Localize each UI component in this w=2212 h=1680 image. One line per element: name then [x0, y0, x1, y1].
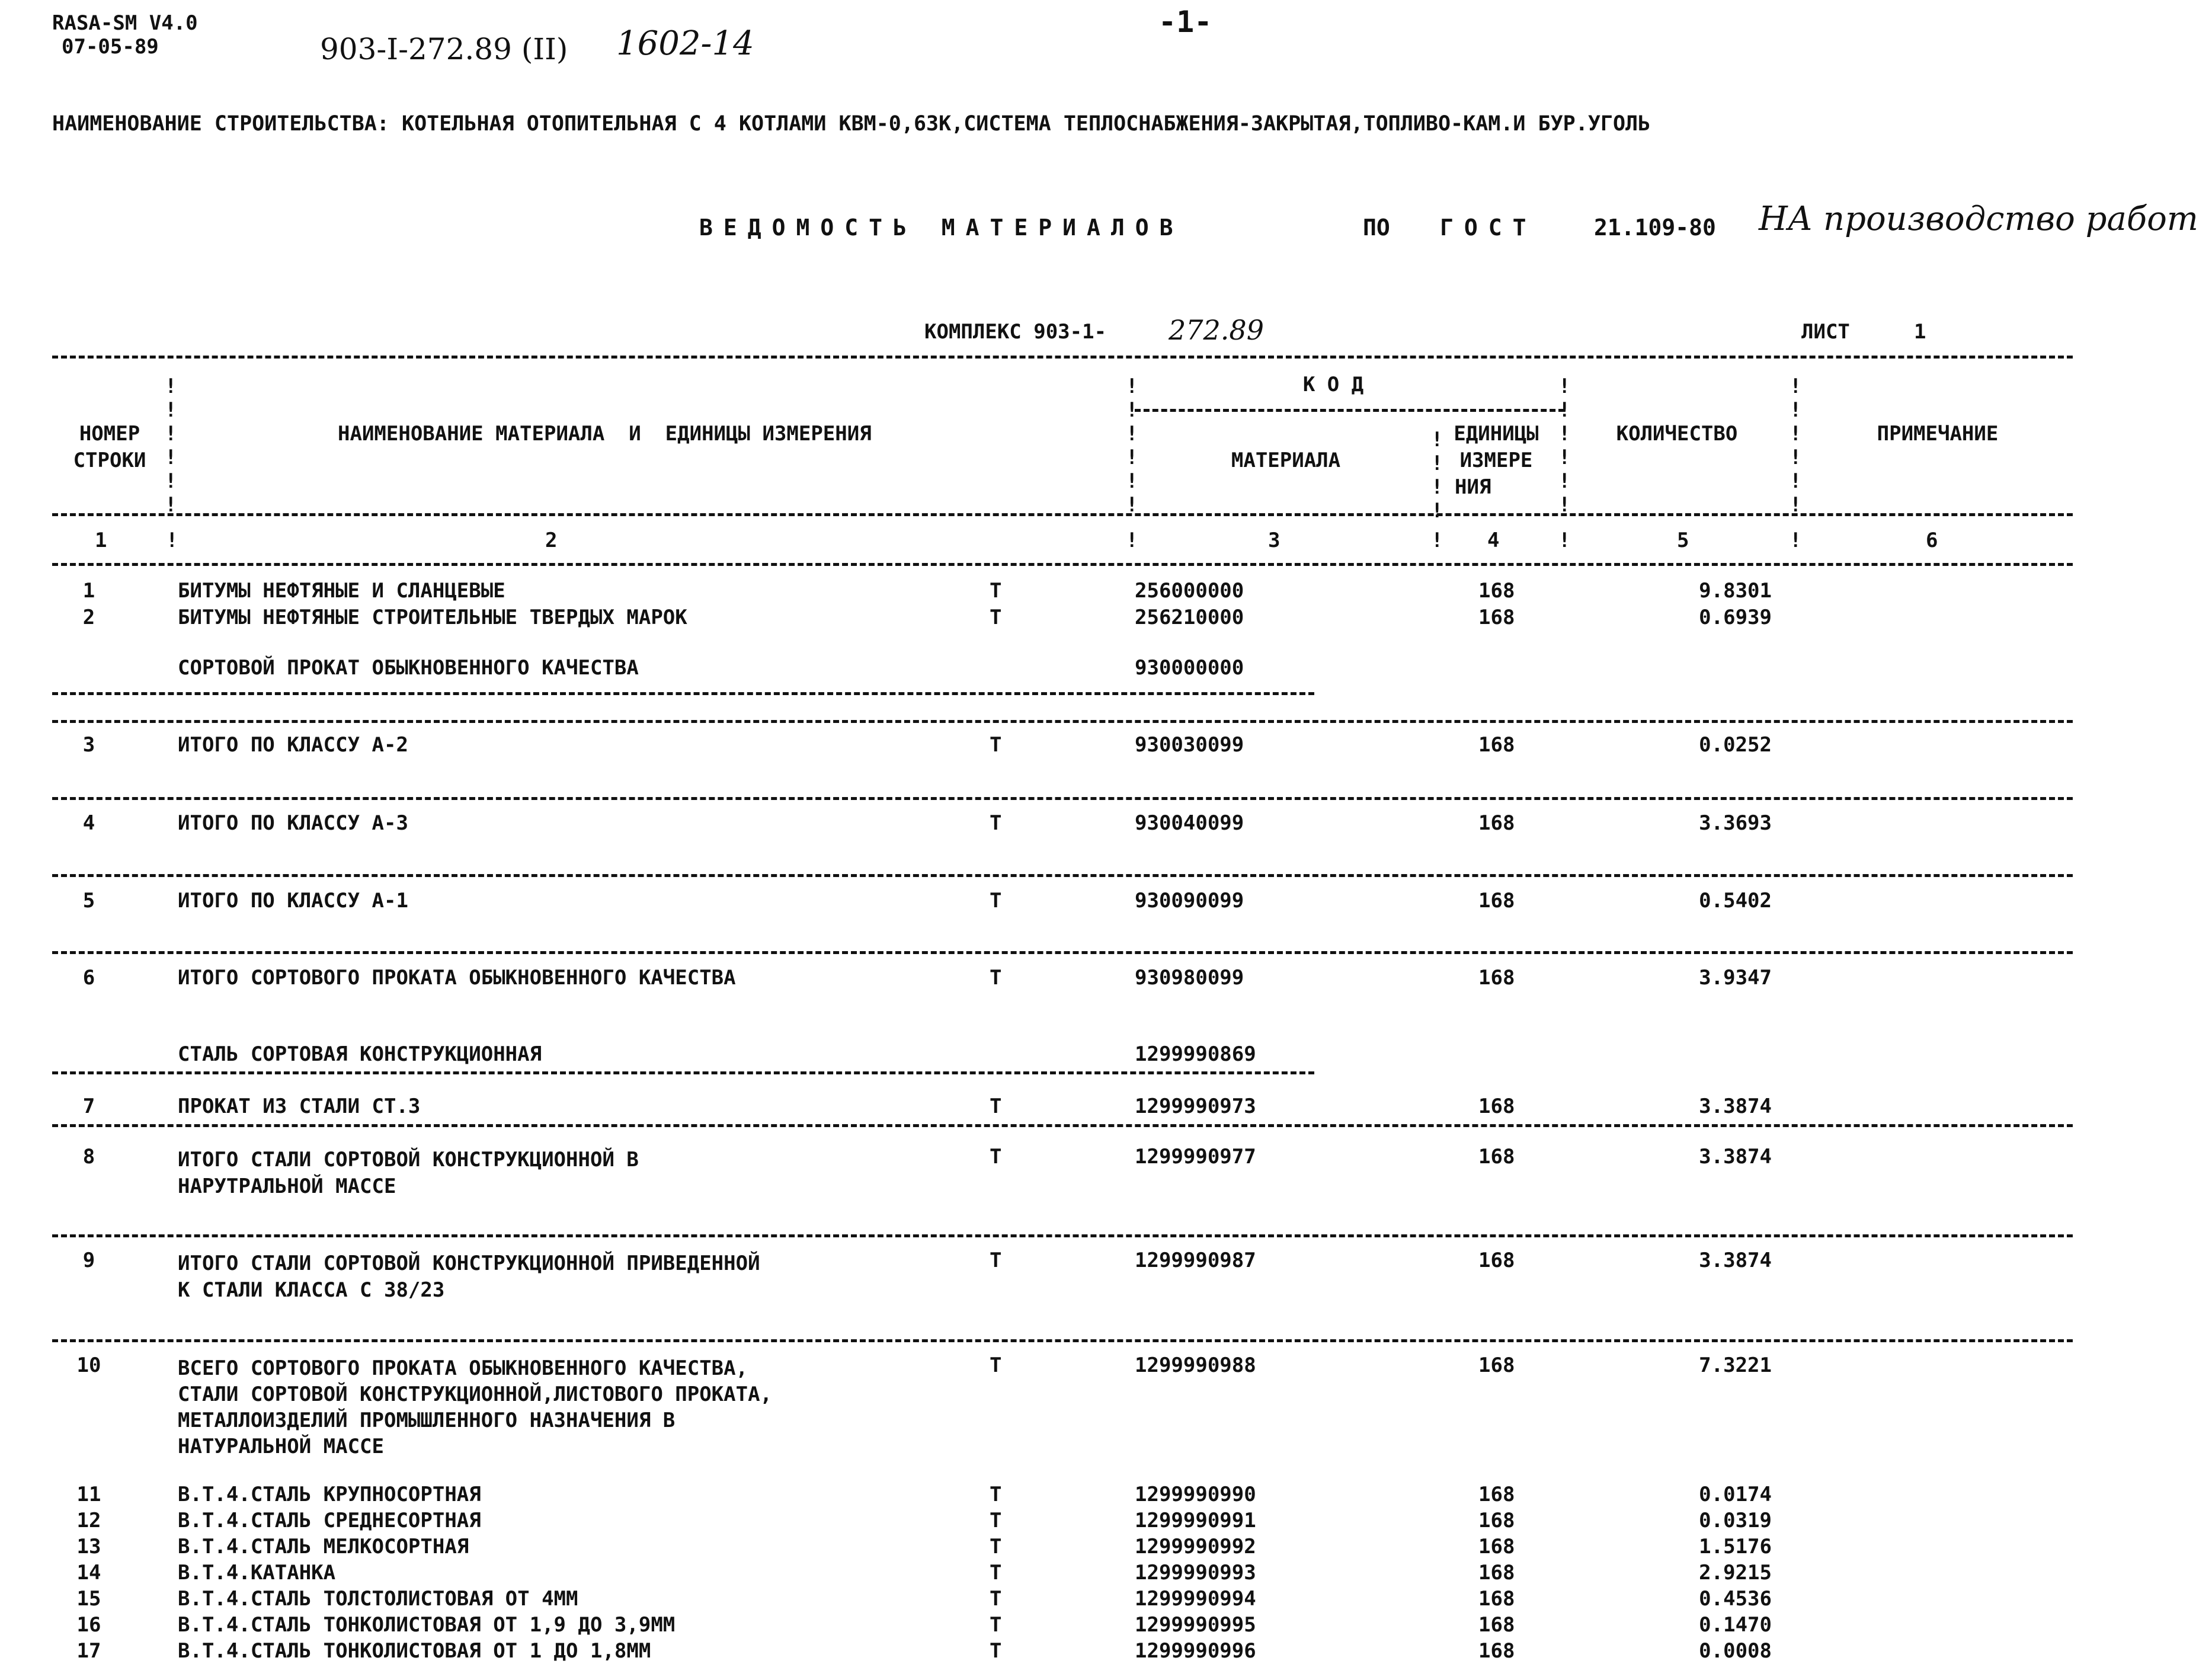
rule [52, 951, 2073, 954]
row-material-code: 1299990988 [1135, 1353, 1256, 1377]
col-unit-line2: ИЗМЕРЕ [1459, 449, 1533, 472]
row-material-name: ВСЕГО СОРТОВОГО ПРОКАТА ОБЫКНОВЕННОГО КАЧЕСТВА, СТАЛИ СОРТОВОЙ КОНСТРУКЦИОННОЙ,ЛИСТОВОГО ПРОКАТА, МЕТАЛЛОИЗДЕЛИЙ ПРОМЫШЛЕННОГО НАЗНАЧЕНИЯ В НАТУРАЛЬНОЙ МАССЕ [178, 1356, 773, 1458]
row-quantity: 0.6939 [1699, 606, 1772, 629]
row-quantity: 3.3874 [1699, 1249, 1772, 1272]
row-material-code: 256210000 [1135, 606, 1244, 629]
title-gost-number: 21.109-80 [1594, 215, 1716, 241]
rule [52, 1124, 2073, 1127]
construction-name: НАИМЕНОВАНИЕ СТРОИТЕЛЬСТВА: КОТЕЛЬНАЯ ОТОПИТЕЛЬНАЯ С 4 КОТЛАМИ КВМ-0,63К,СИСТЕМА ТЕПЛОСНАБЖЕНИЯ-ЗАКРЫТАЯ,ТОПЛИВО-КАМ.И БУР.УГОЛЬ [52, 112, 1651, 136]
col-quantity: КОЛИЧЕСТВО [1616, 422, 1738, 446]
row-number: 14 [76, 1561, 101, 1585]
row-unit-code: 168 [1478, 1561, 1515, 1585]
row-number: 9 [82, 1249, 95, 1272]
row-material-code: 256000000 [1135, 579, 1244, 603]
row-unit: Т [990, 1353, 1002, 1377]
rule [52, 1071, 1314, 1074]
row-unit: Т [990, 1483, 1002, 1506]
column-separator: ! [166, 529, 178, 552]
row-material-code: 1299990991 [1135, 1509, 1256, 1532]
row-material-code: 930980099 [1135, 966, 1244, 990]
column-separator: ! [1558, 529, 1571, 552]
row-quantity: 3.3874 [1699, 1095, 1772, 1118]
col-num-4: 4 [1487, 529, 1500, 552]
row-number: 1 [82, 579, 95, 603]
row-unit: Т [990, 1639, 1002, 1663]
row-material-code: 1299990973 [1135, 1095, 1256, 1118]
row-unit: Т [990, 1095, 1002, 1118]
column-separator: ! ! ! ! ! ! [1126, 375, 1138, 517]
row-unit: Т [990, 579, 1002, 603]
row-quantity: 0.4536 [1699, 1587, 1772, 1611]
rule [52, 874, 2073, 877]
row-unit-code: 168 [1478, 1613, 1515, 1637]
row-material-name: В.Т.4.СТАЛЬ КРУПНОСОРТНАЯ [178, 1483, 481, 1506]
row-unit-code: 168 [1478, 1095, 1515, 1118]
col-num-1: 1 [95, 529, 107, 552]
row-material-name: БИТУМЫ НЕФТЯНЫЕ СТРОИТЕЛЬНЫЕ ТВЕРДЫХ МАРОК [178, 606, 687, 629]
column-separator: ! [1431, 529, 1443, 552]
row-quantity: 0.5402 [1699, 889, 1772, 913]
column-separator: ! ! ! ! ! ! [1790, 375, 1802, 517]
document-code: 903-I-272.89 (II) [320, 32, 568, 66]
system-id: RASA-SM V4.0 [52, 11, 198, 35]
row-quantity: 3.9347 [1699, 966, 1772, 990]
row-quantity: 0.1470 [1699, 1613, 1772, 1637]
group-heading: СТАЛЬ СОРТОВАЯ КОНСТРУКЦИОННАЯ [178, 1042, 542, 1066]
document-handwritten-number: 1602-14 [616, 24, 754, 63]
row-quantity: 0.0008 [1699, 1639, 1772, 1663]
sheet-number: 1 [1914, 320, 1926, 344]
row-number: 8 [82, 1145, 95, 1169]
col-unit-line1: ЕДИНИЦЫ [1454, 422, 1539, 446]
rule [1135, 409, 1564, 412]
column-separator: ! [1790, 529, 1802, 552]
col-code: К О Д [1302, 373, 1364, 396]
row-material-name: В.Т.4.КАТАНКА [178, 1561, 336, 1585]
row-unit: Т [990, 811, 1002, 835]
row-unit: Т [990, 966, 1002, 990]
title-handwritten: НА производство работ [1759, 200, 2198, 238]
row-number: 12 [76, 1509, 101, 1532]
col-row-number-line1: НОМЕР [79, 422, 140, 446]
title-main: ВЕДОМОСТЬ МАТЕРИАЛОВ [699, 215, 1184, 241]
sheet-label: ЛИСТ [1801, 320, 1850, 344]
rule [52, 1339, 2073, 1342]
col-name: НАИМЕНОВАНИЕ МАТЕРИАЛА И ЕДИНИЦЫ ИЗМЕРЕНИЯ [338, 422, 872, 446]
row-material-code: 1299990987 [1135, 1249, 1256, 1272]
row-material-name: В.Т.4.СТАЛЬ ТОЛСТОЛИСТОВАЯ ОТ 4ММ [178, 1587, 578, 1611]
row-number: 17 [76, 1639, 101, 1663]
title-by: ПО [1363, 215, 1390, 241]
row-material-code: 930030099 [1135, 733, 1244, 757]
row-unit-code: 168 [1478, 1639, 1515, 1663]
row-material-name: В.Т.4.СТАЛЬ МЕЛКОСОРТНАЯ [178, 1535, 469, 1559]
row-unit: Т [990, 1145, 1002, 1169]
row-number: 13 [76, 1535, 101, 1559]
row-quantity: 9.8301 [1699, 579, 1772, 603]
row-material-name: БИТУМЫ НЕФТЯНЫЕ И СЛАНЦЕВЫЕ [178, 579, 505, 603]
col-num-2: 2 [545, 529, 558, 552]
rule [52, 720, 2073, 723]
page-marker: -1- [1158, 5, 1212, 39]
rule [52, 692, 1314, 695]
rule [52, 563, 2073, 566]
column-separator: ! ! ! ! [1431, 428, 1443, 523]
column-separator: ! ! ! ! ! ! [1558, 375, 1571, 517]
row-unit: Т [990, 606, 1002, 629]
rule [52, 797, 2073, 800]
row-material-code: 930090099 [1135, 889, 1244, 913]
row-material-name: ИТОГО СОРТОВОГО ПРОКАТА ОБЫКНОВЕННОГО КАЧЕСТВА [178, 966, 736, 990]
row-material-code: 1299990995 [1135, 1613, 1256, 1637]
row-unit-code: 168 [1478, 606, 1515, 629]
row-unit-code: 168 [1478, 1145, 1515, 1169]
row-number: 16 [76, 1613, 101, 1637]
col-num-6: 6 [1926, 529, 1938, 552]
col-unit-line3: НИЯ [1455, 475, 1491, 499]
row-material-code: 1299990990 [1135, 1483, 1256, 1506]
row-quantity: 0.0174 [1699, 1483, 1772, 1506]
row-number: 10 [76, 1353, 101, 1377]
row-unit-code: 168 [1478, 1587, 1515, 1611]
row-unit-code: 168 [1478, 811, 1515, 835]
title-gost: ГОСТ [1440, 215, 1537, 241]
row-unit-code: 168 [1478, 1353, 1515, 1377]
row-unit-code: 168 [1478, 579, 1515, 603]
group-heading: СОРТОВОЙ ПРОКАТ ОБЫКНОВЕННОГО КАЧЕСТВА [178, 656, 639, 680]
row-material-code: 1299990996 [1135, 1639, 1256, 1663]
row-material-name: ПРОКАТ ИЗ СТАЛИ СТ.3 [178, 1095, 421, 1118]
row-unit-code: 168 [1478, 1249, 1515, 1272]
row-unit-code: 168 [1478, 733, 1515, 757]
row-material-name: ИТОГО СТАЛИ СОРТОВОЙ КОНСТРУКЦИОННОЙ В НАРУТРАЛЬНОЙ МАССЕ [178, 1148, 639, 1198]
row-material-name: В.Т.4.СТАЛЬ СРЕДНЕСОРТНАЯ [178, 1509, 481, 1532]
row-number: 3 [82, 733, 95, 757]
row-unit-code: 168 [1478, 966, 1515, 990]
row-unit: Т [990, 1613, 1002, 1637]
complex-handwritten: 272.89 [1169, 314, 1264, 346]
row-material-name: ИТОГО ПО КЛАССУ А-3 [178, 811, 408, 835]
row-material-code: 930040099 [1135, 811, 1244, 835]
row-quantity: 7.3221 [1699, 1353, 1772, 1377]
row-number: 11 [76, 1483, 101, 1506]
col-num-5: 5 [1677, 529, 1689, 552]
row-quantity: 3.3693 [1699, 811, 1772, 835]
column-separator: ! [1126, 529, 1138, 552]
rule [52, 1234, 2073, 1237]
row-material-code: 1299990992 [1135, 1535, 1256, 1559]
row-unit-code: 168 [1478, 889, 1515, 913]
row-quantity: 0.0252 [1699, 733, 1772, 757]
system-date: 07-05-89 [62, 35, 159, 59]
row-quantity: 0.0319 [1699, 1509, 1772, 1532]
row-unit: Т [990, 889, 1002, 913]
row-material-code: 1299990994 [1135, 1587, 1256, 1611]
row-unit: Т [990, 1249, 1002, 1272]
rule [52, 356, 2073, 359]
row-material-name: В.Т.4.СТАЛЬ ТОНКОЛИСТОВАЯ ОТ 1 ДО 1,8ММ [178, 1639, 651, 1663]
row-quantity: 3.3874 [1699, 1145, 1772, 1169]
row-unit: Т [990, 1509, 1002, 1532]
row-material-code: 1299990977 [1135, 1145, 1256, 1169]
row-number: 7 [82, 1095, 95, 1118]
column-separator: ! ! ! ! ! ! [165, 375, 177, 517]
row-material-name: В.Т.4.СТАЛЬ ТОНКОЛИСТОВАЯ ОТ 1,9 ДО 3,9ММ [178, 1613, 676, 1637]
row-number: 4 [82, 811, 95, 835]
row-material-code: 1299990993 [1135, 1561, 1256, 1585]
group-code: 1299990869 [1135, 1042, 1256, 1066]
row-number: 15 [76, 1587, 101, 1611]
row-material-name: ИТОГО ПО КЛАССУ А-2 [178, 733, 408, 757]
col-material: МАТЕРИАЛА [1231, 449, 1341, 472]
col-note: ПРИМЕЧАНИЕ [1877, 422, 1999, 446]
row-unit: Т [990, 1535, 1002, 1559]
row-unit: Т [990, 733, 1002, 757]
row-unit: Т [990, 1561, 1002, 1585]
row-unit-code: 168 [1478, 1535, 1515, 1559]
row-unit: Т [990, 1587, 1002, 1611]
complex-label: КОМПЛЕКС 903-1- [924, 320, 1107, 344]
row-number: 5 [82, 889, 95, 913]
row-number: 2 [82, 606, 95, 629]
row-material-name: ИТОГО ПО КЛАССУ А-1 [178, 889, 408, 913]
row-number: 6 [82, 966, 95, 990]
row-unit-code: 168 [1478, 1509, 1515, 1532]
row-quantity: 2.9215 [1699, 1561, 1772, 1585]
row-quantity: 1.5176 [1699, 1535, 1772, 1559]
group-code: 930000000 [1135, 656, 1244, 680]
col-row-number-line2: СТРОКИ [73, 449, 146, 472]
row-unit-code: 168 [1478, 1483, 1515, 1506]
col-num-3: 3 [1268, 529, 1281, 552]
row-material-name: ИТОГО СТАЛИ СОРТОВОЙ КОНСТРУКЦИОННОЙ ПРИВЕДЕННОЙ К СТАЛИ КЛАССА С 38/23 [178, 1252, 760, 1302]
rule [52, 513, 2073, 516]
